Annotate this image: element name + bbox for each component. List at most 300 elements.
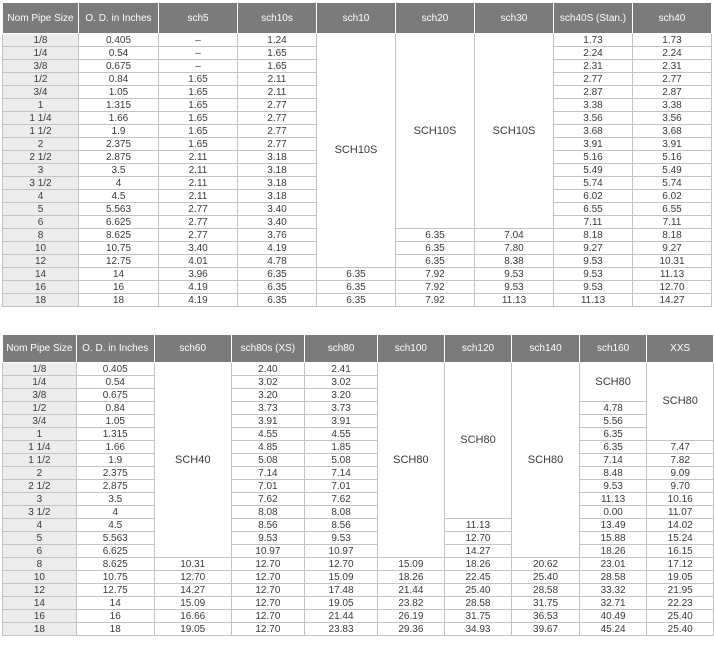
table-row [3,34,712,47]
sch40-cell: 11.13 [633,268,712,281]
sch120-cell: 12.70 [444,532,512,545]
sch40s-cell: 9.53 [554,268,633,281]
sch10s-cell: 2.77 [238,112,317,125]
sch80-cell: 12.70 [305,558,378,571]
header-sch30: sch30 [475,3,554,34]
sch60-cell: 10.31 [154,558,231,571]
sch80-cell: 7.14 [305,467,378,480]
xxs-cell: 25.40 [647,623,714,636]
sch30-cell: 8.38 [475,255,554,268]
sch160-cell: 6.35 [579,428,647,441]
sch40s-cell: 6.02 [554,190,633,203]
sch40-cell: 9.27 [633,242,712,255]
od-cell: 16 [79,281,159,294]
sch160-cell: 13.49 [579,519,647,532]
sch40-cell: 3.56 [633,112,712,125]
nom-pipe-size-cell: 1 1/2 [3,125,79,138]
sch40-cell: 1.73 [633,34,712,47]
sch80-cell: 15.09 [305,571,378,584]
sch80s-cell: 9.53 [231,532,304,545]
sch10s-cell: 6.35 [238,294,317,307]
sch140-cell: 25.40 [512,571,580,584]
sch160-cell: 0.00 [579,506,647,519]
table-row [3,545,714,558]
od-cell: 3.5 [76,493,154,506]
table-row [3,268,712,281]
od-cell: 3.5 [79,164,159,177]
nom-pipe-size-cell: 2 [3,138,79,151]
sch80-cell: 4.55 [305,428,378,441]
nom-pipe-size-cell: 3/4 [3,86,79,99]
sch10s-cell: 2.11 [238,86,317,99]
od-cell: 4 [79,177,159,190]
nom-pipe-size-cell: 2 1/2 [3,151,79,164]
sch20-cell: 7.92 [396,281,475,294]
sch100-cell: 23.82 [378,597,445,610]
od-cell: 0.54 [79,47,159,60]
sch100-cell: 29.36 [378,623,445,636]
sch40-cell: 2.24 [633,47,712,60]
sch120-cell: 25.40 [444,584,512,597]
sch100-merged-cell: SCH80 [378,363,445,558]
sch40s-cell: 5.74 [554,177,633,190]
od-cell: 2.875 [76,480,154,493]
od-cell: 0.675 [79,60,159,73]
sch160-cell: 15.88 [579,532,647,545]
sch5-cell: 3.40 [159,242,238,255]
header-sch140: sch140 [512,335,580,363]
sch10s-cell: 2.77 [238,138,317,151]
nom-pipe-size-cell: 6 [3,545,77,558]
nom-pipe-size-cell: 10 [3,571,77,584]
header-sch5: sch5 [159,3,238,34]
sch160-cell: 18.26 [579,545,647,558]
od-cell: 14 [76,597,154,610]
table-row [3,454,714,467]
sch5-cell: 2.77 [159,229,238,242]
nom-pipe-size-cell: 1 [3,99,79,112]
nom-pipe-size-cell: 3/8 [3,60,79,73]
sch5-cell: 2.11 [159,177,238,190]
xxs-cell: 14.02 [647,519,714,532]
sch5-cell: 1.65 [159,99,238,112]
od-cell: 2.875 [79,151,159,164]
sch10s-cell: 2.77 [238,125,317,138]
sch80s-cell: 4.85 [231,441,304,454]
sch40-cell: 3.68 [633,125,712,138]
sch40-cell: 5.16 [633,151,712,164]
nom-pipe-size-cell: 16 [3,281,79,294]
sch5-cell: – [159,47,238,60]
sch40-cell: 3.91 [633,138,712,151]
sch40-cell: 5.74 [633,177,712,190]
sch80-cell: 19.05 [305,597,378,610]
table-row [3,506,714,519]
sch120-merged-cell: SCH80 [444,363,512,519]
pipe-schedule-table-2 [2,334,714,636]
sch120-cell: 28.58 [444,597,512,610]
nom-pipe-size-cell: 16 [3,610,77,623]
nom-pipe-size-cell: 12 [3,584,77,597]
xxs-cell: 7.47 [647,441,714,454]
sch10s-cell: 4.19 [238,242,317,255]
sch40s-cell: 3.56 [554,112,633,125]
table-row [3,571,714,584]
sch40s-cell: 9.53 [554,281,633,294]
xxs-merged-cell: SCH80 [647,363,714,441]
sch5-cell: – [159,60,238,73]
sch60-cell: 14.27 [154,584,231,597]
header-sch80s-xs: sch80s (XS) [231,335,304,363]
sch5-cell: 2.77 [159,203,238,216]
xxs-cell: 25.40 [647,610,714,623]
xxs-cell: 21.95 [647,584,714,597]
nom-pipe-size-cell: 4 [3,190,79,203]
nom-pipe-size-cell: 3 [3,493,77,506]
sch5-cell: 2.11 [159,164,238,177]
sch20-merged-cell: SCH10S [396,34,475,229]
header-sch20: sch20 [396,3,475,34]
nom-pipe-size-cell: 3 [3,164,79,177]
sch10s-cell: 3.18 [238,164,317,177]
sch5-cell: – [159,34,238,47]
nom-pipe-size-cell: 1 1/4 [3,441,77,454]
sch80-cell: 10.97 [305,545,378,558]
table-row [3,519,714,532]
header-sch120: sch120 [444,335,512,363]
table-row [3,623,714,636]
sch80s-cell: 10.97 [231,545,304,558]
sch100-cell: 21.44 [378,584,445,597]
sch100-cell: 18.26 [378,571,445,584]
sch40s-cell: 3.38 [554,99,633,112]
sch40s-cell: 8.18 [554,229,633,242]
od-cell: 12.75 [76,584,154,597]
sch120-cell: 14.27 [444,545,512,558]
sch10-cell: 6.35 [317,294,396,307]
sch160-cell: 32.71 [579,597,647,610]
sch5-cell: 2.11 [159,190,238,203]
sch80s-cell: 12.70 [231,623,304,636]
sch80s-cell: 7.14 [231,467,304,480]
xxs-cell: 16.15 [647,545,714,558]
sch5-cell: 4.19 [159,281,238,294]
table2-header-row [3,335,714,363]
sch10s-cell: 3.18 [238,190,317,203]
sch120-cell: 22.45 [444,571,512,584]
sch40-cell: 10.31 [633,255,712,268]
sch40-cell: 2.77 [633,73,712,86]
xxs-cell: 9.09 [647,467,714,480]
od-cell: 1.05 [76,415,154,428]
sch5-cell: 1.65 [159,138,238,151]
header-sch80: sch80 [305,335,378,363]
sch40-cell: 5.49 [633,164,712,177]
od-cell: 1.315 [76,428,154,441]
sch140-cell: 36.53 [512,610,580,623]
sch160-cell: 40.49 [579,610,647,623]
sch80s-cell: 2.40 [231,363,304,376]
sch40s-cell: 2.31 [554,60,633,73]
od-cell: 5.563 [79,203,159,216]
sch5-cell: 3.96 [159,268,238,281]
sch160-cell: 7.14 [579,454,647,467]
sch30-cell: 7.80 [475,242,554,255]
sch160-cell: 6.35 [579,441,647,454]
sch160-cell: 23.01 [579,558,647,571]
od-cell: 0.84 [79,73,159,86]
sch80-cell: 5.08 [305,454,378,467]
od-cell: 10.75 [76,571,154,584]
sch60-merged-cell: SCH40 [154,363,231,558]
sch10s-cell: 3.40 [238,216,317,229]
sch160-cell: 45.24 [579,623,647,636]
sch80s-cell: 3.73 [231,402,304,415]
sch140-cell: 20.62 [512,558,580,571]
sch40-cell: 3.38 [633,99,712,112]
sch10s-cell: 3.76 [238,229,317,242]
sch40s-cell: 9.27 [554,242,633,255]
od-cell: 16 [76,610,154,623]
sch140-cell: 31.75 [512,597,580,610]
nom-pipe-size-cell: 4 [3,519,77,532]
sch40s-cell: 3.68 [554,125,633,138]
sch20-cell: 6.35 [396,229,475,242]
table-row [3,480,714,493]
xxs-cell: 7.82 [647,454,714,467]
sch80s-cell: 12.70 [231,558,304,571]
sch30-cell: 7.04 [475,229,554,242]
od-cell: 1.05 [79,86,159,99]
header-sch10: sch10 [317,3,396,34]
nom-pipe-size-cell: 2 1/2 [3,480,77,493]
nom-pipe-size-cell: 10 [3,242,79,255]
sch80-cell: 3.73 [305,402,378,415]
od-cell: 4.5 [79,190,159,203]
sch120-cell: 18.26 [444,558,512,571]
sch80-cell: 3.20 [305,389,378,402]
table-row [3,493,714,506]
sch160-cell: 9.53 [579,480,647,493]
od-cell: 5.563 [76,532,154,545]
sch160-cell: 33.32 [579,584,647,597]
sch10s-cell: 3.40 [238,203,317,216]
header-nom-pipe-size: Nom Pipe Size [3,3,79,34]
sch10s-cell: 1.65 [238,47,317,60]
nom-pipe-size-cell: 14 [3,268,79,281]
sch60-cell: 19.05 [154,623,231,636]
nom-pipe-size-cell: 12 [3,255,79,268]
sch80s-cell: 8.08 [231,506,304,519]
sch80-cell: 3.02 [305,376,378,389]
od-cell: 8.625 [76,558,154,571]
od-cell: 1.9 [79,125,159,138]
sch40s-cell: 6.55 [554,203,633,216]
sch10s-cell: 3.18 [238,177,317,190]
table-row [3,584,714,597]
sch160-cell: 28.58 [579,571,647,584]
sch30-cell: 9.53 [475,281,554,294]
sch40-cell: 12.70 [633,281,712,294]
od-cell: 1.66 [79,112,159,125]
sch80s-cell: 12.70 [231,571,304,584]
od-cell: 6.625 [79,216,159,229]
sch80s-cell: 3.91 [231,415,304,428]
xxs-cell: 11.07 [647,506,714,519]
sch80-cell: 23.83 [305,623,378,636]
sch5-cell: 1.65 [159,112,238,125]
header-od: O. D. in Inches [79,3,159,34]
od-cell: 4 [76,506,154,519]
sch80s-cell: 12.70 [231,584,304,597]
sch60-cell: 15.09 [154,597,231,610]
header-nom-pipe-size: Nom Pipe Size [3,335,77,363]
sch160-cell: 5.56 [579,415,647,428]
od-cell: 4.5 [76,519,154,532]
sch160-cell: 4.78 [579,402,647,415]
sch40-cell: 6.55 [633,203,712,216]
sch10-cell: 6.35 [317,268,396,281]
header-od: O. D. in Inches [76,335,154,363]
sch120-cell: 11.13 [444,519,512,532]
sch80-cell: 3.91 [305,415,378,428]
xxs-cell: 9.70 [647,480,714,493]
sch10s-cell: 1.24 [238,34,317,47]
sch140-cell: 39.67 [512,623,580,636]
sch80s-cell: 7.01 [231,480,304,493]
sch20-cell: 7.92 [396,268,475,281]
sch100-cell: 15.09 [378,558,445,571]
sch10s-cell: 2.77 [238,99,317,112]
table-row [3,402,714,415]
sch5-cell: 4.01 [159,255,238,268]
sch40-cell: 6.02 [633,190,712,203]
sch20-cell: 6.35 [396,255,475,268]
table-row [3,281,712,294]
xxs-cell: 15.24 [647,532,714,545]
sch60-cell: 16.66 [154,610,231,623]
sch80s-cell: 7.62 [231,493,304,506]
table-row [3,363,714,376]
sch80-cell: 8.56 [305,519,378,532]
sch40-cell: 8.18 [633,229,712,242]
nom-pipe-size-cell: 18 [3,294,79,307]
table-row [3,415,714,428]
nom-pipe-size-cell: 14 [3,597,77,610]
sch80-cell: 17.48 [305,584,378,597]
nom-pipe-size-cell: 1 [3,428,77,441]
sch80-cell: 2.41 [305,363,378,376]
sch80s-cell: 3.20 [231,389,304,402]
od-cell: 18 [79,294,159,307]
table-row [3,610,714,623]
sch40s-cell: 2.87 [554,86,633,99]
sch80s-cell: 4.55 [231,428,304,441]
sch80-cell: 21.44 [305,610,378,623]
sch80-cell: 1.85 [305,441,378,454]
nom-pipe-size-cell: 1/4 [3,376,77,389]
sch30-cell: 11.13 [475,294,554,307]
od-cell: 12.75 [79,255,159,268]
nom-pipe-size-cell: 6 [3,216,79,229]
table1-header-row [3,3,712,34]
sch140-cell: 28.58 [512,584,580,597]
nom-pipe-size-cell: 5 [3,203,79,216]
table-row [3,294,712,307]
sch80-cell: 9.53 [305,532,378,545]
sch120-cell: 31.75 [444,610,512,623]
od-cell: 18 [76,623,154,636]
sch80-cell: 7.62 [305,493,378,506]
sch20-cell: 6.35 [396,242,475,255]
sch30-merged-cell: SCH10S [475,34,554,229]
header-sch10s: sch10s [238,3,317,34]
sch30-cell: 9.53 [475,268,554,281]
table-row [3,558,714,571]
sch10s-cell: 4.78 [238,255,317,268]
xxs-cell: 19.05 [647,571,714,584]
table-row [3,532,714,545]
header-sch40s: sch40S (Stan.) [554,3,633,34]
nom-pipe-size-cell: 5 [3,532,77,545]
nom-pipe-size-cell: 1/2 [3,73,79,86]
nom-pipe-size-cell: 1/2 [3,402,77,415]
od-cell: 1.66 [76,441,154,454]
sch40s-cell: 9.53 [554,255,633,268]
table1-body [3,34,712,307]
sch40s-cell: 5.16 [554,151,633,164]
nom-pipe-size-cell: 1/4 [3,47,79,60]
od-cell: 0.54 [76,376,154,389]
sch5-cell: 4.19 [159,294,238,307]
sch40s-cell: 5.49 [554,164,633,177]
nom-pipe-size-cell: 3 1/2 [3,177,79,190]
xxs-cell: 22.23 [647,597,714,610]
sch40s-cell: 11.13 [554,294,633,307]
od-cell: 2.375 [76,467,154,480]
sch5-cell: 1.65 [159,125,238,138]
nom-pipe-size-cell: 8 [3,558,77,571]
sch160-cell: 8.48 [579,467,647,480]
table-row [3,597,714,610]
od-cell: 10.75 [79,242,159,255]
od-cell: 0.675 [76,389,154,402]
nom-pipe-size-cell: 8 [3,229,79,242]
od-cell: 1.315 [79,99,159,112]
nom-pipe-size-cell: 1/8 [3,34,79,47]
sch40s-cell: 1.73 [554,34,633,47]
sch10s-cell: 6.35 [238,268,317,281]
sch100-cell: 26.19 [378,610,445,623]
sch40s-cell: 2.24 [554,47,633,60]
sch120-cell: 34.93 [444,623,512,636]
sch5-cell: 1.65 [159,86,238,99]
od-cell: 0.405 [79,34,159,47]
sch160-cell: 11.13 [579,493,647,506]
nom-pipe-size-cell: 1 1/4 [3,112,79,125]
header-xxs: XXS [647,335,714,363]
nom-pipe-size-cell: 18 [3,623,77,636]
table-row [3,441,714,454]
od-cell: 0.405 [76,363,154,376]
sch10s-cell: 6.35 [238,281,317,294]
od-cell: 1.9 [76,454,154,467]
nom-pipe-size-cell: 1/8 [3,363,77,376]
od-cell: 6.625 [76,545,154,558]
sch10s-cell: 3.18 [238,151,317,164]
sch20-cell: 7.92 [396,294,475,307]
sch40-cell: 2.31 [633,60,712,73]
